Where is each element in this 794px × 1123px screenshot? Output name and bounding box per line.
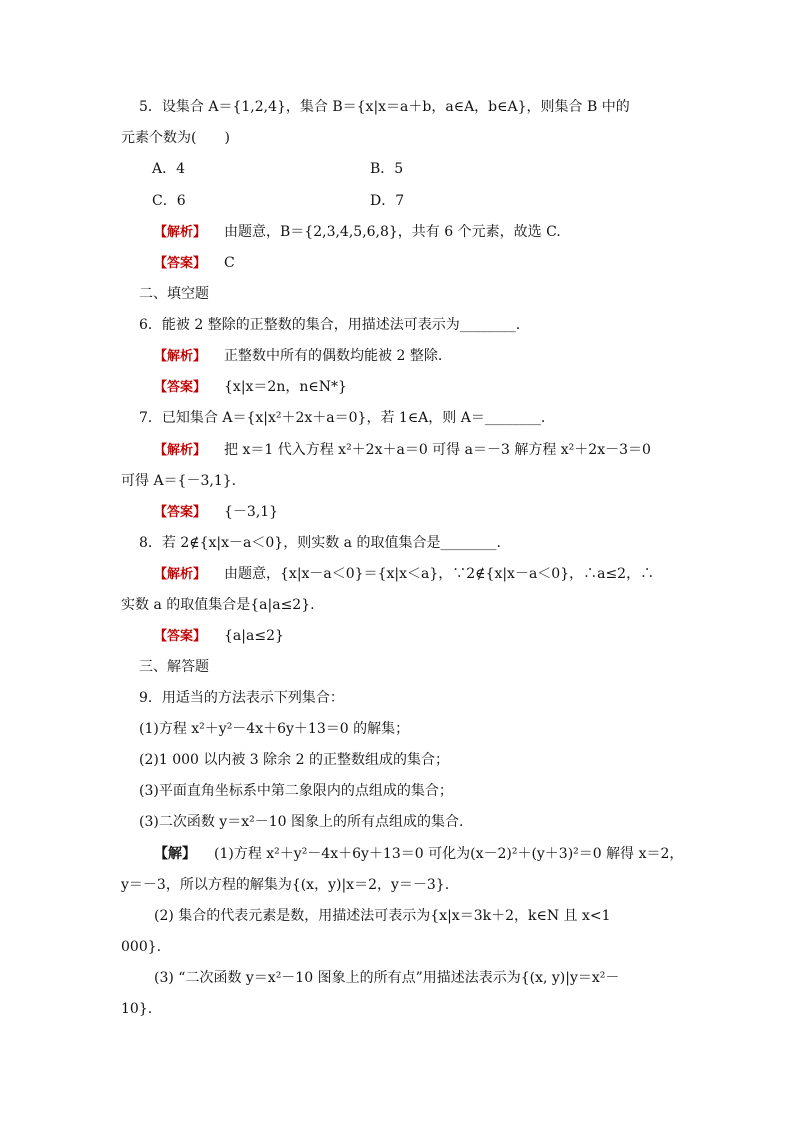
answer-tag: 【答案】 <box>154 256 207 271</box>
q8-answer <box>154 626 284 647</box>
q9-part-3: (3)平面直角坐标系中第二象限内的点组成的集合； <box>139 783 453 799</box>
q5-analysis <box>154 222 561 243</box>
q9-part-2: (2)1 000 以内被 3 除余 2 的正整数组成的集合； <box>139 752 449 768</box>
q9-solution-1b: y＝－3，所以方程的解集为{(x，y)|x＝2，y＝－3}. <box>121 877 450 893</box>
solution-tag: 【解】 <box>154 846 196 862</box>
q8-text: 8．若 2∉{x|x－a＜0}，则实数 a 的取值集合是________. <box>139 535 501 551</box>
q9-solution-2b: 000}. <box>121 939 162 955</box>
q7-analysis-text-2: 可得 A＝{－3,1}. <box>121 473 237 489</box>
answer-tag: 【答案】 <box>154 380 207 395</box>
q9-solution-2a: (2) 集合的代表元素是数，用描述法可表示为{x|x＝3k＋2，k∈N 且 x<1 <box>154 908 611 924</box>
q6-text: 6．能被 2 整除的正整数的集合，用描述法可表示为________. <box>139 317 521 333</box>
q5-line2: 元素个数为( ) <box>121 130 230 146</box>
q9-part-4: (3)二次函数 y＝x²－10 图象上的所有点组成的集合. <box>139 814 464 830</box>
section-heading-2: 二、填空题 <box>139 286 209 302</box>
q5-option-b: B．5 <box>370 161 404 177</box>
q9-solution-3a: (3) “二次函数 y＝x²－10 图象上的所有点”用描述法表示为{(x, y)|y＝x²－ <box>154 970 620 986</box>
answer-tag: 【答案】 <box>154 629 207 644</box>
analysis-tag: 【解析】 <box>154 567 207 582</box>
q5-option-d: D．7 <box>370 193 405 209</box>
q6-analysis <box>154 346 442 367</box>
q8-answer-text: {a|a≤2} <box>224 628 284 644</box>
q7-analysis-text-1: 把 x＝1 代入方程 x²＋2x＋a＝0 可得 a＝－3 解方程 x²＋2x－3＝0 <box>224 442 651 458</box>
q6-answer <box>154 377 347 398</box>
q5-option-c: C．6 <box>152 193 186 209</box>
q9-solution-1 <box>154 844 683 864</box>
answer-tag: 【答案】 <box>154 505 207 520</box>
q5-answer <box>154 253 235 274</box>
q7-answer <box>154 502 278 523</box>
q6-answer-text: {x|x＝2n，n∈N*} <box>224 379 347 395</box>
q5-option-a: A．4 <box>152 161 186 177</box>
analysis-tag: 【解析】 <box>154 443 207 458</box>
analysis-tag: 【解析】 <box>154 225 207 240</box>
q9-text: 9．用适当的方法表示下列集合： <box>139 690 344 706</box>
q8-analysis <box>154 564 654 585</box>
section-heading-3: 三、解答题 <box>139 659 209 675</box>
q8-analysis-text-2: 实数 a 的取值集合是{a|a≤2}. <box>121 597 315 613</box>
q9-part-1: (1)方程 x²＋y²－4x＋6y＋13＝0 的解集； <box>139 721 410 737</box>
q9-solution-1a: (1)方程 x²＋y²－4x＋6y＋13＝0 可化为(x－2)²＋(y＋3)²＝0 解得 x＝2， <box>214 846 684 862</box>
q6-analysis-text: 正整数中所有的偶数均能被 2 整除. <box>224 348 443 364</box>
q5-answer-text: C <box>224 255 235 271</box>
q7-text: 7．已知集合 A＝{x|x²＋2x＋a＝0}，若 1∈A，则 A＝________. <box>139 410 546 426</box>
q5-line1: 5．设集合 A＝{1,2,4}，集合 B＝{x|x＝a＋b，a∈A，b∈A}，则集合 B 中的 <box>139 99 630 115</box>
q8-analysis-text-1: 由题意，{x|x－a＜0}＝{x|x＜a}，∵2∉{x|x－a＜0}，∴a≤2，∴ <box>224 566 655 582</box>
q9-solution-3b: 10}. <box>121 1001 153 1017</box>
q7-analysis <box>154 440 651 461</box>
q7-answer-text: {－3,1} <box>224 504 279 520</box>
q5-analysis-text: 由题意，B＝{2,3,4,5,6,8}，共有 6 个元素，故选 C. <box>224 224 561 240</box>
analysis-tag: 【解析】 <box>154 349 207 364</box>
